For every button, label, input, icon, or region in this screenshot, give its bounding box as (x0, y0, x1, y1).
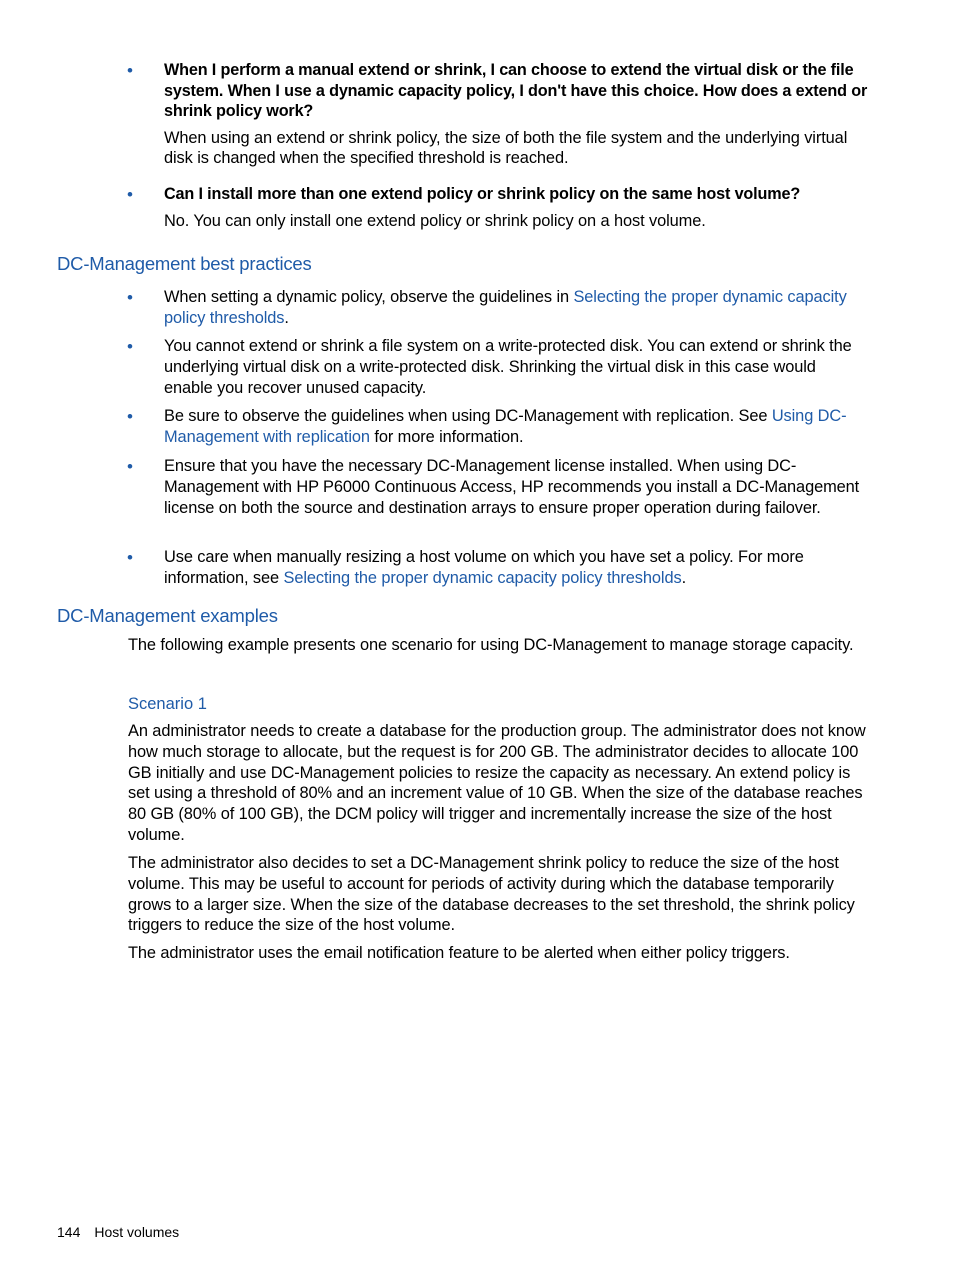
faq-item (127, 60, 868, 169)
faq-list (0, 60, 954, 169)
item-text: Ensure that you have the necessary DC-Management license installed. When using DC-Management with HP P6000 Continuous Access, HP recommends you install a DC-Management license on both the source and destination arrays to ensure proper operation during failover. (164, 457, 860, 517)
page-number: 144 (57, 1224, 81, 1240)
faq-question: Can I install more than one extend policy or shrink policy on the same host volume? (164, 185, 801, 203)
bullet-icon: • (127, 185, 133, 204)
bullet-icon: • (127, 548, 133, 567)
best-practices-item (0, 287, 954, 329)
item-text: You cannot extend or shrink a file system on a write-protected disk. You can extend or shrink the underlying virtual disk on a write-protected disk. Shrinking the virtual disk in this case would enable you recover unused capacity. (164, 337, 852, 397)
scenario-heading: Scenario 1 (128, 695, 207, 713)
best-practices-item (0, 456, 954, 518)
best-practices-item (0, 406, 954, 448)
item-text: for more information. (369, 427, 524, 446)
bullet-icon: • (127, 337, 133, 356)
item-text: Use care when manually resizing a host volume on which you have set a policy. For more information, see (164, 548, 804, 587)
footer-section: Host volumes (94, 1224, 180, 1240)
faq-answer: When using an extend or shrink policy, the size of both the file system and the underlying virtual disk is changed when the specified threshold is reached. (164, 128, 848, 168)
best-practices-item (0, 547, 954, 589)
item-text: . (681, 568, 687, 587)
scenario-paragraph: The administrator also decides to set a DC-Management shrink policy to reduce the size of the host volume. This may be useful to account for periods of activity during which the database temporarily grows to a larger size. When the size of the database decreases to the set threshold, the shrink policy triggers to reduce the size of the host volume. (128, 854, 855, 935)
faq-list (0, 184, 954, 231)
best-practices-item (0, 336, 954, 398)
bullet-icon: • (127, 288, 133, 307)
faq-question: When I perform a manual extend or shrink, I can choose to extend the virtual disk or the file system. When I use a dynamic capacity policy, I don't have this choice. How does a extend or shrink policy work? (164, 61, 868, 120)
best-practices-heading: DC-Management best practices (57, 253, 312, 274)
faq-answer: No. You can only install one extend policy or shrink policy on a host volume. (164, 211, 706, 230)
bullet-icon: • (127, 61, 133, 80)
bullet-icon: • (127, 457, 133, 476)
bullet-icon: • (127, 407, 133, 426)
item-text: . (284, 308, 289, 327)
scenario-paragraph: An administrator needs to create a database for the production group. The administrator does not know how much storage to allocate, but the request is for 200 GB. The administrator decides to allocate 100 GB initially and use DC-Management policies to resize the capacity as necessary. An extend policy is set using a threshold of 80% and an increment value of 10 GB. When the size of the database reaches 80 GB (80% of 100 GB), the DCM policy will trigger and incrementally increase the size of the host volume. (128, 722, 866, 844)
item-text: Be sure to observe the guidelines when using DC-Management with replication. See (164, 407, 772, 425)
scenario-paragraph: The administrator uses the email notification feature to be alerted when either policy triggers. (128, 944, 790, 962)
examples-intro: The following example presents one scenario for using DC-Management to manage storage capacity. (128, 636, 854, 654)
faq-item (127, 184, 868, 231)
item-text: When setting a dynamic policy, observe the guidelines in (164, 288, 574, 306)
examples-heading: DC-Management examples (57, 605, 278, 626)
page-footer (57, 1223, 179, 1241)
link-selecting-thresholds[interactable]: Selecting the proper dynamic capacity policy thresholds (164, 288, 847, 327)
link-using-dc-management-replication[interactable]: Using DC-Management with replication (164, 407, 847, 446)
link-selecting-thresholds[interactable]: Selecting the proper dynamic capacity policy thresholds (283, 568, 682, 587)
